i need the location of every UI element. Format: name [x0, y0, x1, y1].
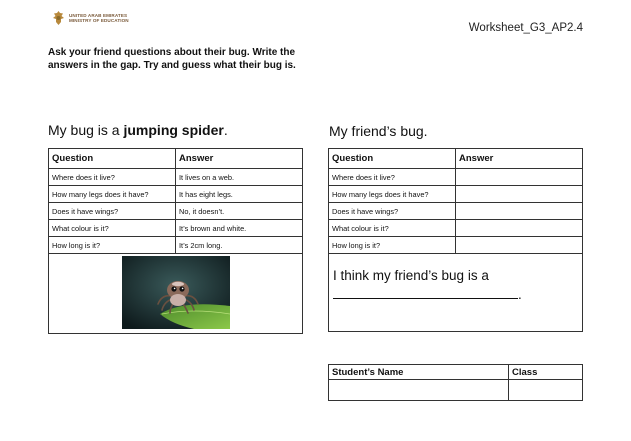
student-input-row — [329, 380, 583, 401]
table-row — [329, 237, 583, 254]
answer-input-cell[interactable] — [456, 220, 583, 237]
friend-bug-heading: My friend’s bug. — [329, 123, 428, 139]
guess-row — [329, 254, 583, 332]
answer-cell: No, it doesn’t. — [176, 203, 303, 220]
table-row — [49, 203, 303, 220]
table-header-row — [49, 149, 303, 169]
class-field[interactable] — [509, 380, 583, 401]
table-row — [49, 169, 303, 186]
my-bug-heading-prefix: My bug is a — [48, 122, 124, 138]
my-bug-name: jumping spider — [123, 122, 224, 138]
question-cell: How many legs does it have? — [329, 186, 456, 203]
logo-line-2: MINISTRY OF EDUCATION — [69, 18, 129, 23]
ministry-logo — [52, 10, 129, 26]
logo-line-1: UNITED ARAB EMIRATES — [69, 12, 128, 18]
question-cell: How many legs does it have? — [49, 186, 176, 203]
answer-cell: It’s brown and white. — [176, 220, 303, 237]
photo-row — [49, 254, 303, 334]
answer-cell: It lives on a web. — [176, 169, 303, 186]
question-column-header: Question — [49, 149, 176, 169]
photo-cell — [49, 254, 303, 334]
my-bug-heading-suffix: . — [223, 122, 228, 138]
question-cell: How long is it? — [49, 237, 176, 254]
question-cell: Where does it live? — [329, 169, 456, 186]
question-cell: Does it have wings? — [329, 203, 456, 220]
table-row — [49, 237, 303, 254]
student-name-header: Student’s Name — [329, 365, 509, 380]
answer-column-header: Answer — [176, 149, 303, 169]
student-name-field[interactable] — [329, 380, 509, 401]
question-column-header: Question — [329, 149, 456, 169]
question-cell: What colour is it? — [49, 220, 176, 237]
answer-column-header: Answer — [456, 149, 583, 169]
guess-cell — [329, 254, 583, 332]
answer-input-cell[interactable] — [456, 169, 583, 186]
guess-prompt: I think my friend’s bug is a — [333, 268, 489, 283]
class-header: Class — [509, 365, 583, 380]
student-info-table — [328, 364, 583, 401]
table-row — [329, 169, 583, 186]
instructions: Ask your friend questions about their bug. Write the answers in the gap. Try and guess what their bug is. — [48, 47, 296, 71]
jumping-spider-photo — [122, 256, 230, 329]
answer-input-cell[interactable] — [456, 186, 583, 203]
table-row — [49, 220, 303, 237]
my-bug-heading — [48, 122, 228, 138]
question-cell: How long is it? — [329, 237, 456, 254]
table-row — [329, 203, 583, 220]
friend-bug-table — [328, 148, 583, 332]
answer-input-cell[interactable] — [456, 203, 583, 220]
answer-cell: It’s 2cm long. — [176, 237, 303, 254]
my-bug-table — [48, 148, 303, 334]
question-cell: What colour is it? — [329, 220, 456, 237]
guess-end: . — [518, 287, 522, 302]
uae-emblem-icon — [52, 10, 65, 26]
question-cell: Where does it live? — [49, 169, 176, 186]
answer-input-cell[interactable] — [456, 237, 583, 254]
worksheet-reference: Worksheet_G3_AP2.4 — [468, 22, 583, 34]
student-header-row — [329, 365, 583, 380]
guess-answer-line[interactable] — [333, 286, 518, 299]
table-row — [329, 220, 583, 237]
table-row — [49, 186, 303, 203]
question-cell: Does it have wings? — [49, 203, 176, 220]
table-header-row — [329, 149, 583, 169]
table-row — [329, 186, 583, 203]
answer-cell: It has eight legs. — [176, 186, 303, 203]
